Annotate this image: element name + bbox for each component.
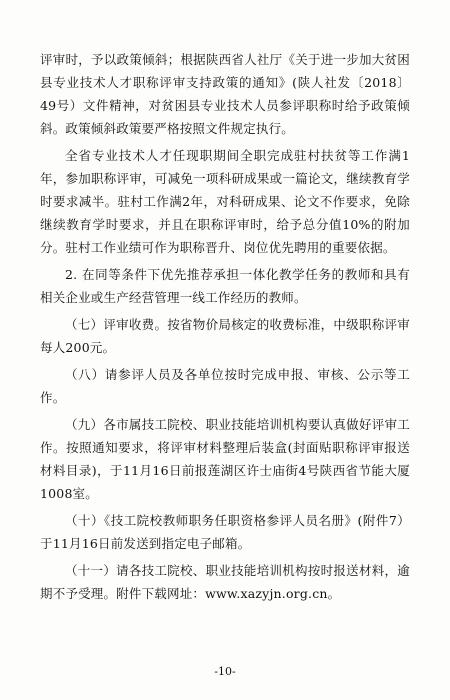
paragraph-priority-recommendation: 2. 在同等条件下优先推荐承担一体化教学任务的教师和具有相关企业或生产经营管理一线工作经历的教师。 [40, 267, 410, 305]
paragraph-roster-email: （十）《技工院校教师职务任职资格参评人员名册》(附件7）于11月16日前发送到指定电子邮箱。 [40, 513, 410, 551]
paragraph-download-url: （十一）请各技工院校、职业技能培训机构按时报送材料，逾期不予受理。附件下载网址：www.xazyjn.org.cn。 [40, 563, 410, 601]
paragraph-policy-tilt: 评审时，予以政策倾斜；根据陕西省人社厅《关于进一步加大贫困县专业技术人才职称评审支持政策的通知》(陕人社发〔2018〕49号）文件精神，对贫困县专业技术人员参评职称时给予政策倾斜。政策倾斜政策要严格按照文件规定执行。 [40, 52, 410, 136]
page-number: -10- [214, 665, 236, 678]
paragraph-deadline-units: （八）请参评人员及各单位按时完成申报、审核、公示等工作。 [40, 367, 410, 405]
paragraph-material-submission: （九）各市属技工院校、职业技能培训机构要认真做好评审工作。按照通知要求，将评审材料整理后装盒(封面贴职称评审报送材料目录)，于11月16日前报莲湖区许士庙街4号陕西省节能大厦1008室。 [40, 417, 410, 501]
paragraph-village-work: 全省专业技术人才任现职期间全职完成驻村扶贫等工作满1年，参加职称评审，可减免一项科研成果或一篇论文，继续教育学时要求减半。驻村工作满2年，对科研成果、论文不作要求，免除继续教育学时要求，并且在职称评审时，给予总分值10%的附加分。驻村工作业绩可作为职称晋升、岗位优先聘用的重要依据。 [40, 148, 410, 255]
paragraph-fee: （七）评审收费。按省物价局核定的收费标准，中级职称评审每人200元。 [40, 317, 410, 355]
